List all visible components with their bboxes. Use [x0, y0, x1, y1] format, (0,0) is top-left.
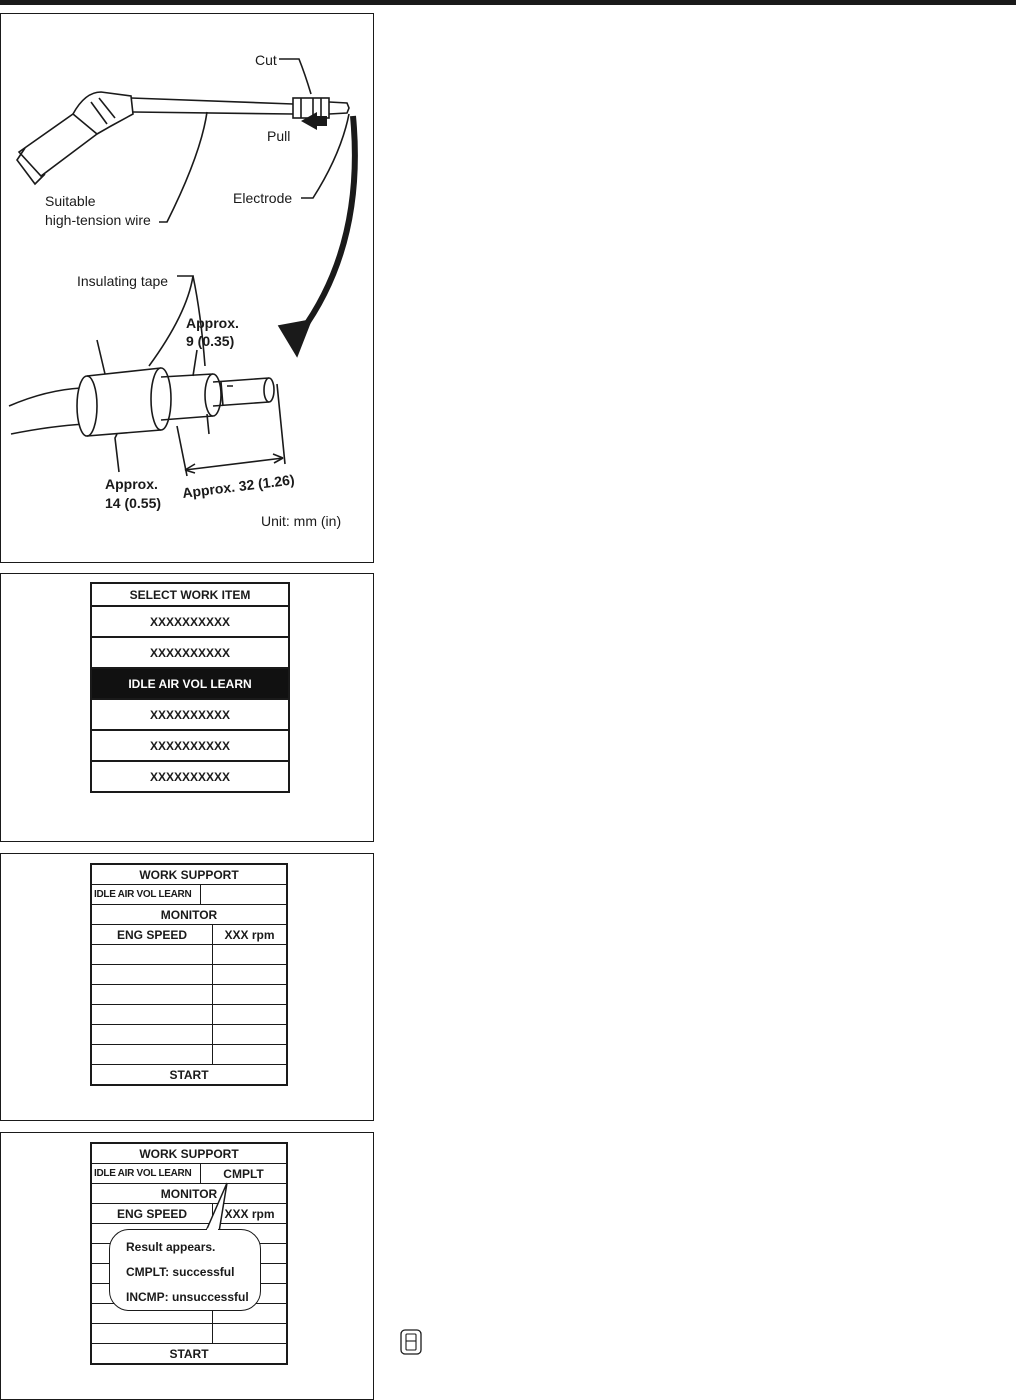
- work-item-row: XXXXXXXXXX: [92, 729, 288, 760]
- select-work-item-header: SELECT WORK ITEM: [129, 587, 251, 602]
- work-item-row: XXXXXXXXXX: [92, 605, 288, 636]
- label-suitable: Suitable: [45, 193, 96, 209]
- idle-air-vol-learn-value: CMPLT: [223, 1166, 264, 1181]
- label-electrode: Electrode: [233, 190, 293, 206]
- label-approx-14-value: 14 (0.55): [105, 495, 162, 511]
- idle-air-vol-learn-label: IDLE AIR VOL LEARN: [92, 885, 201, 904]
- work-item-row: XXXXXXXXXX: [92, 636, 288, 667]
- memo-icon: [400, 1329, 422, 1355]
- label-approx-9: Approx.: [186, 315, 239, 331]
- callout-line: Result appears.: [126, 1240, 216, 1254]
- eng-speed-value: XXX rpm: [224, 1206, 275, 1221]
- callout-line: CMPLT: successful: [126, 1265, 235, 1279]
- work-support-title: WORK SUPPORT: [139, 1146, 239, 1161]
- figure-work-support-start: [0, 853, 374, 1121]
- top-rule: [0, 0, 1016, 5]
- label-approx-14: Approx.: [105, 476, 158, 492]
- monitor-heading: MONITOR: [160, 907, 218, 922]
- eng-speed-value: XXX rpm: [224, 927, 275, 942]
- figure-high-tension-wire: [0, 13, 374, 563]
- work-item-row: XXXXXXXXXX: [92, 760, 288, 791]
- wire-illustration: [1, 14, 373, 562]
- result-callout: [109, 1229, 261, 1311]
- label-unit: Unit: mm (in): [261, 513, 342, 529]
- work-support-table: [90, 863, 288, 1086]
- idle-air-vol-learn-value: [201, 885, 286, 904]
- label-high-tension-wire: high-tension wire: [45, 212, 151, 228]
- select-work-item-table: [90, 582, 290, 793]
- figure-work-support-result: [0, 1132, 374, 1400]
- monitor-heading: MONITOR: [160, 1186, 218, 1201]
- work-item-row-idle-air-vol-learn: IDLE AIR VOL LEARN: [92, 667, 288, 698]
- label-cut: Cut: [255, 52, 277, 68]
- work-item-row: XXXXXXXXXX: [92, 698, 288, 729]
- idle-air-vol-learn-label: IDLE AIR VOL LEARN: [92, 1164, 201, 1183]
- start-row: START: [169, 1067, 209, 1082]
- eng-speed-label: ENG SPEED: [92, 1204, 213, 1223]
- label-approx-9-value: 9 (0.35): [186, 333, 235, 349]
- label-pull: Pull: [267, 128, 291, 144]
- figure-select-work-item: [0, 573, 374, 842]
- label-approx-32: Approx. 32 (1.26): [181, 471, 296, 501]
- work-support-title: WORK SUPPORT: [139, 867, 239, 882]
- eng-speed-label: ENG SPEED: [92, 925, 213, 944]
- start-row: START: [169, 1346, 209, 1361]
- callout-line: INCMP: unsuccessful: [126, 1290, 249, 1304]
- label-insulating-tape: Insulating tape: [77, 273, 169, 289]
